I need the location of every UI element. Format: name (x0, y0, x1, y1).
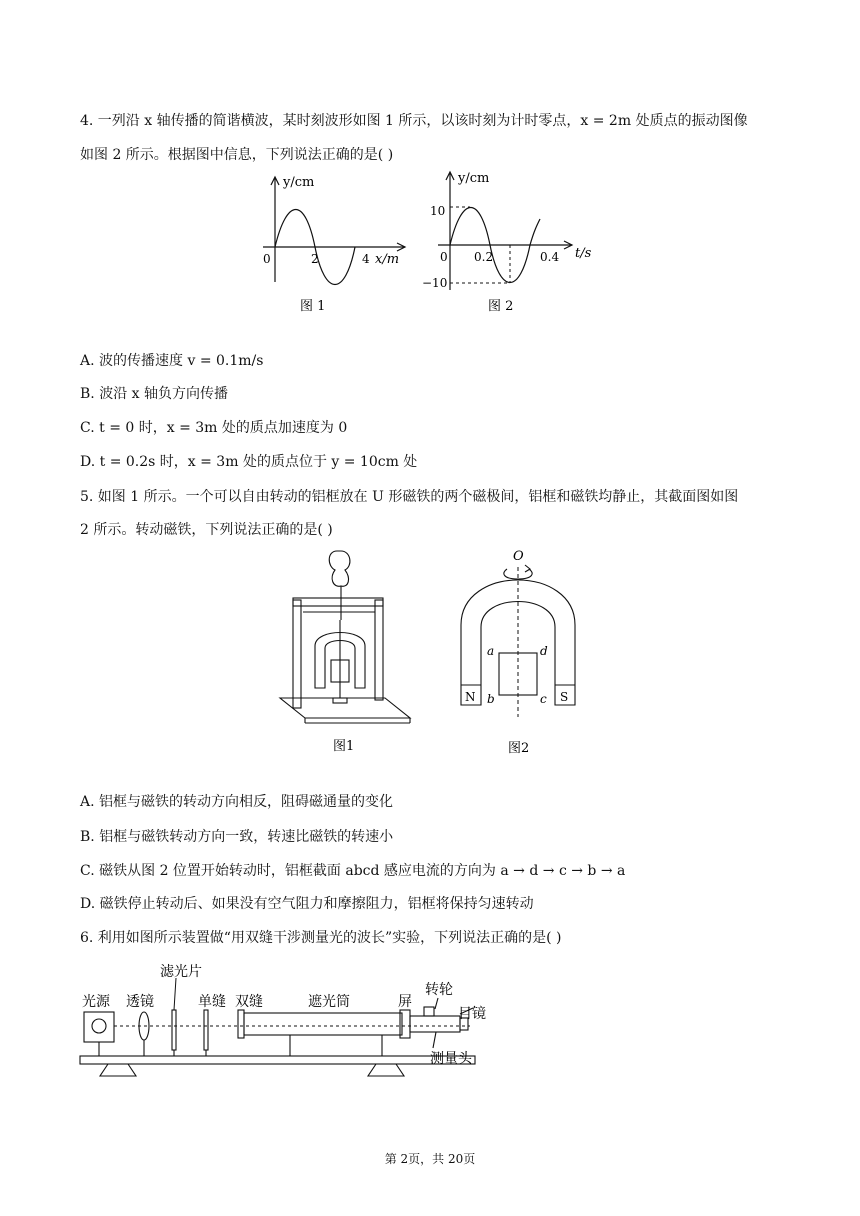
fig2-ymin: −10 (422, 276, 448, 290)
q4-stem-line2: 如图 2 所示。根据图中信息，下列说法正确的是( ) (80, 147, 394, 163)
label-eyepiece: 目镜 (458, 1006, 486, 1022)
top-beam (293, 598, 383, 606)
label-screen: 屏 (398, 994, 412, 1010)
label-filter: 滤光片 (160, 964, 202, 980)
q4-stem-line1: 4. 一列沿 x 轴传播的简谐横波，某时刻波形如图 1 所示，以该时刻为计时零点，x = 2m 处质点的振动图像 (80, 113, 748, 129)
bench-foot-left (100, 1064, 136, 1076)
hanging-thread (329, 551, 350, 586)
fig1-ylabel: y/cm (283, 175, 315, 190)
single-slit-plate (204, 1010, 208, 1050)
bench-rail (80, 1056, 475, 1064)
label-tube: 遮光筒 (308, 994, 350, 1010)
fig2-caption: 图2 (508, 741, 530, 756)
pole-s: S (560, 690, 569, 704)
left-pillar (293, 600, 301, 708)
fig1-tick2: 4 (362, 252, 370, 266)
light-source-box (84, 1012, 114, 1042)
corner-c: c (540, 692, 547, 706)
q4-option-c: C. t = 0 时，x = 3m 处的质点加速度为 0 (80, 420, 348, 436)
q5-option-a: A. 铝框与磁铁的转动方向相反，阻碍磁通量的变化 (80, 794, 394, 810)
q4-fig1-wave-graph (255, 172, 425, 322)
q6-stem: 6. 利用如图所示装置做“用双缝干涉测量光的波长”实验，下列说法正确的是( ) (80, 930, 562, 946)
q5-fig1-apparatus (275, 548, 425, 758)
label-wheel: 转轮 (425, 982, 453, 998)
fig2-origin: 0 (440, 250, 448, 264)
q5-option-d: D. 磁铁停止转动后、如果没有空气阻力和摩擦阻力，铝框将保持匀速转动 (80, 896, 534, 912)
q4-option-a: A. 波的传播速度 v = 0.1m/s (80, 353, 264, 369)
fig1-origin: 0 (263, 252, 271, 266)
bench-foot-right (368, 1064, 404, 1076)
corner-a: a (487, 644, 495, 658)
corner-d: d (540, 644, 548, 658)
filter-plate (172, 1010, 176, 1050)
fig1-tick1: 2 (311, 252, 319, 266)
label-measuring-head: 测量头 (430, 1051, 472, 1067)
q5-stem-line2: 2 所示。转动磁铁，下列说法正确的是( ) (80, 522, 333, 538)
turn-wheel (424, 1007, 434, 1016)
fig1-caption: 图1 (333, 739, 355, 754)
q6-double-slit-apparatus (78, 960, 518, 1085)
q4-option-b: B. 波沿 x 轴负方向传播 (80, 386, 228, 402)
page-footer: 第 2页，共 20页 (384, 1152, 476, 1166)
right-pillar (375, 600, 383, 700)
fig2-ymax: 10 (430, 204, 446, 218)
q5-option-c: C. 磁铁从图 2 位置开始转动时，铝框截面 abcd 感应电流的方向为 a → d → c → b → a (80, 863, 626, 879)
q5-fig2-cross-section (455, 545, 585, 760)
corner-b: b (487, 692, 495, 706)
label-lens: 透镜 (126, 994, 154, 1010)
label-single-slit: 单缝 (198, 994, 226, 1010)
fig2-tick1: 0.2 (474, 250, 494, 264)
double-slit-ring (238, 1010, 244, 1038)
q5-option-b: B. 铝框与磁铁转动方向一致，转速比磁铁的转速小 (80, 829, 394, 845)
fig1-xlabel: x/m (375, 252, 400, 267)
q4-fig2-vibration-graph (420, 165, 610, 325)
fig2-xlabel: t/s (575, 246, 592, 261)
bulb (92, 1019, 106, 1033)
q5-stem-line1: 5. 如图 1 所示。一个可以自由转动的铝框放在 U 形磁铁的两个磁极间，铝框和磁铁均静止，其截面图如图 (80, 489, 739, 505)
q4-option-d: D. t = 0.2s 时，x = 3m 处的质点位于 y = 10cm 处 (80, 454, 418, 470)
label-light-source: 光源 (82, 994, 110, 1010)
fig2-tick2: 0.4 (540, 250, 560, 264)
pole-n: N (465, 690, 476, 704)
fig1-caption: 图 1 (300, 299, 326, 314)
axis-label-o: O (513, 549, 524, 564)
light-shield-tube (244, 1013, 402, 1035)
fig2-ylabel: y/cm (458, 171, 490, 186)
measuring-head (410, 1016, 460, 1032)
label-double-slit: 双缝 (235, 994, 263, 1010)
fig2-caption: 图 2 (488, 299, 514, 314)
